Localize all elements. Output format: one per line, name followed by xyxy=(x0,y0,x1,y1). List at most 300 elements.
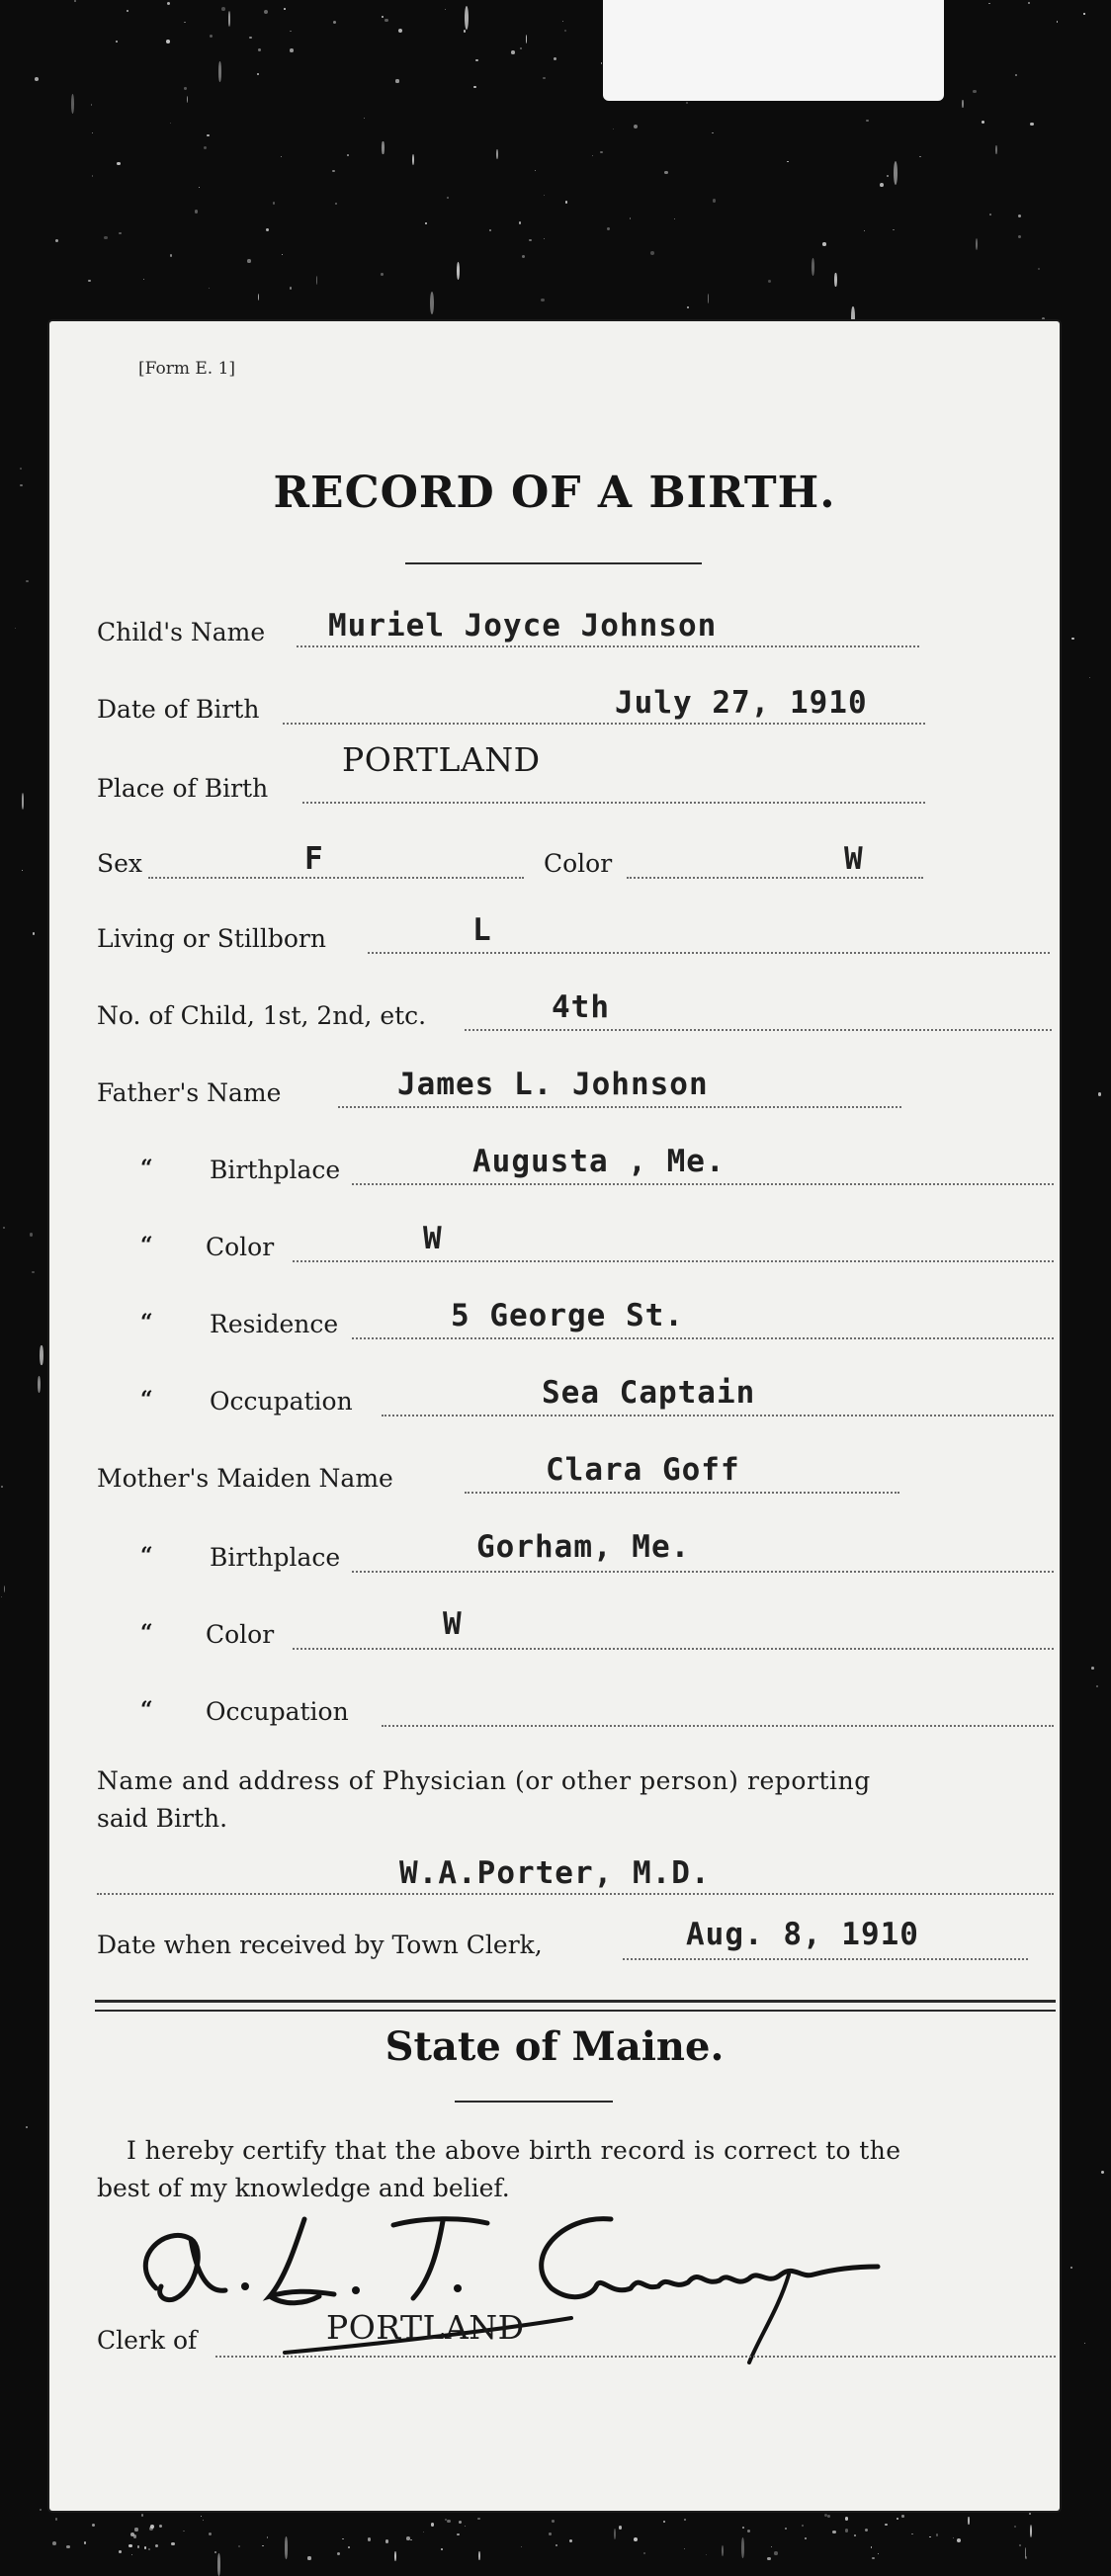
background-speck xyxy=(430,292,434,314)
background-speck xyxy=(22,793,25,810)
sex-value: F xyxy=(304,841,324,877)
background-speck xyxy=(459,2521,462,2524)
mother-color-line xyxy=(293,1648,1054,1650)
background-speck xyxy=(333,21,336,24)
date-of-birth-line xyxy=(283,723,925,725)
background-speck xyxy=(634,125,638,129)
background-speck xyxy=(982,121,984,124)
ditto-mark: “ xyxy=(140,1620,153,1646)
background-speck xyxy=(335,203,337,205)
father-color-value: W xyxy=(423,1221,443,1256)
background-speck xyxy=(1030,123,1034,127)
background-speck xyxy=(936,2533,939,2536)
background-speck xyxy=(149,2527,153,2531)
background-speck xyxy=(257,73,260,76)
background-speck xyxy=(385,2539,389,2543)
background-speck xyxy=(771,2546,773,2548)
background-speck xyxy=(1038,268,1041,271)
background-speck xyxy=(425,222,426,223)
background-speck xyxy=(674,218,675,219)
background-speck xyxy=(663,2521,665,2523)
background-speck xyxy=(968,2517,969,2525)
background-speck xyxy=(521,2546,522,2547)
mothers-maiden-name-label: Mother's Maiden Name xyxy=(97,1464,393,1493)
background-speck xyxy=(787,161,788,162)
background-speck xyxy=(893,229,894,230)
background-speck xyxy=(878,2553,879,2554)
background-speck xyxy=(522,255,525,258)
background-speck xyxy=(290,48,294,52)
background-speck xyxy=(901,2515,903,2517)
background-speck xyxy=(885,2524,887,2526)
background-speck xyxy=(35,77,39,81)
background-speck xyxy=(785,2528,787,2530)
background-speck xyxy=(347,154,349,156)
ditto-mark: “ xyxy=(140,1310,153,1335)
father-color-line xyxy=(293,1260,1054,1262)
background-speck xyxy=(894,161,897,185)
background-speck xyxy=(1042,317,1046,321)
background-speck xyxy=(285,2536,289,2559)
background-speck xyxy=(973,90,976,93)
place-of-birth-label: Place of Birth xyxy=(97,774,269,803)
date-received-line xyxy=(623,1958,1028,1960)
background-speck xyxy=(187,96,188,103)
background-speck xyxy=(143,279,145,281)
background-speck xyxy=(834,273,836,287)
background-speck xyxy=(195,210,198,213)
background-speck xyxy=(1070,2267,1072,2269)
background-speck xyxy=(166,40,170,43)
background-speck xyxy=(184,87,186,89)
background-speck xyxy=(708,294,710,303)
background-speck xyxy=(478,2551,480,2560)
background-speck xyxy=(119,232,121,234)
background-speck xyxy=(592,155,593,156)
father-birthplace-line xyxy=(352,1183,1054,1185)
background-speck xyxy=(897,2518,898,2520)
background-speck xyxy=(395,79,398,82)
background-speck xyxy=(600,151,603,154)
background-speck xyxy=(465,6,469,30)
mother-birthplace-line xyxy=(352,1571,1054,1573)
father-residence-value: 5 George St. xyxy=(451,1298,684,1333)
scan-tab-mark xyxy=(603,0,944,101)
background-speck xyxy=(267,2536,269,2538)
background-speck xyxy=(871,2546,872,2547)
background-speck xyxy=(92,132,93,133)
background-speck xyxy=(562,21,563,22)
background-speck xyxy=(127,10,128,12)
background-speck xyxy=(1029,2513,1031,2515)
background-speck xyxy=(52,2541,56,2545)
background-speck xyxy=(184,22,186,24)
background-speck xyxy=(976,238,978,250)
background-speck xyxy=(866,120,869,123)
background-speck xyxy=(1015,74,1017,76)
background-speck xyxy=(475,59,478,62)
background-speck xyxy=(447,197,449,199)
background-speck xyxy=(824,2514,827,2517)
background-speck xyxy=(687,306,689,308)
background-speck xyxy=(1018,215,1021,217)
background-speck xyxy=(526,35,528,43)
background-speck xyxy=(290,287,292,289)
background-speck xyxy=(258,294,259,301)
background-speck xyxy=(473,86,475,88)
background-speck xyxy=(141,2514,144,2517)
background-speck xyxy=(55,2518,57,2520)
background-speck xyxy=(33,932,36,935)
date-of-birth-label: Date of Birth xyxy=(97,695,260,724)
mothers-maiden-name-line xyxy=(465,1492,899,1494)
background-speck xyxy=(84,2541,86,2543)
background-speck xyxy=(774,2551,778,2555)
certify-line2: best of my knowledge and belief. xyxy=(97,2174,510,2202)
place-of-birth-line xyxy=(302,802,925,804)
title-underline xyxy=(405,562,702,564)
living-or-stillborn-label: Living or Stillborn xyxy=(97,924,326,953)
background-speck xyxy=(66,2545,70,2549)
page-title: RECORD OF A BIRTH. xyxy=(273,468,836,518)
background-speck xyxy=(1096,1685,1097,1686)
background-speck xyxy=(607,227,610,230)
background-speck xyxy=(406,2536,410,2540)
background-speck xyxy=(381,273,384,276)
background-speck xyxy=(1,1596,2,1597)
background-speck xyxy=(565,201,568,204)
background-speck xyxy=(664,171,668,175)
background-speck xyxy=(131,2554,133,2556)
mother-birthplace-value: Gorham, Me. xyxy=(476,1529,691,1565)
background-speck xyxy=(457,2533,460,2536)
child-number-value: 4th xyxy=(552,989,610,1025)
physician-label-line1: Name and address of Physician (or other person) reporting xyxy=(97,1766,871,1795)
background-speck xyxy=(919,156,920,157)
background-speck xyxy=(634,2537,638,2541)
background-speck xyxy=(116,41,118,43)
background-speck xyxy=(496,149,498,159)
child-number-label: No. of Child, 1st, 2nd, etc. xyxy=(97,1001,427,1030)
background-speck xyxy=(1019,2544,1021,2546)
background-speck xyxy=(880,183,884,187)
living-or-stillborn-line xyxy=(368,952,1050,954)
certify-line1: I hereby certify that the above birth record is correct to the xyxy=(127,2136,901,2165)
background-speck xyxy=(170,123,171,124)
physician-label-line2: said Birth. xyxy=(97,1804,228,1833)
background-speck xyxy=(477,2518,479,2520)
background-speck xyxy=(214,2551,216,2553)
background-speck xyxy=(1084,2343,1085,2344)
background-speck xyxy=(832,2531,836,2534)
background-speck xyxy=(1030,2525,1032,2536)
background-speck xyxy=(159,2525,163,2529)
background-speck xyxy=(228,11,231,27)
background-speck xyxy=(441,2548,443,2550)
background-speck xyxy=(91,104,92,105)
background-speck xyxy=(342,2538,344,2540)
background-speck xyxy=(88,280,90,282)
background-speck xyxy=(394,2551,396,2561)
background-speck xyxy=(22,870,23,871)
fathers-name-line xyxy=(338,1106,901,1108)
background-speck xyxy=(1025,2556,1028,2559)
background-speck xyxy=(55,239,58,242)
background-speck xyxy=(117,162,120,165)
background-speck xyxy=(1101,2171,1104,2174)
background-speck xyxy=(15,628,16,629)
background-speck xyxy=(148,2548,150,2550)
background-speck xyxy=(686,102,688,104)
background-speck xyxy=(134,2528,137,2531)
mother-color-label: Color xyxy=(206,1620,275,1649)
physician-value: W.A.Porter, M.D. xyxy=(399,1855,711,1891)
background-speck xyxy=(541,299,544,301)
background-speck xyxy=(423,2532,424,2533)
mother-color-value: W xyxy=(443,1606,463,1642)
background-speck xyxy=(953,2537,954,2538)
background-speck xyxy=(988,3,990,5)
background-speck xyxy=(316,276,317,285)
background-speck xyxy=(535,170,536,171)
background-speck xyxy=(684,2548,685,2549)
background-speck xyxy=(332,170,335,173)
mother-occupation-label: Occupation xyxy=(206,1697,349,1726)
background-speck xyxy=(92,175,94,177)
background-speck xyxy=(1083,13,1084,14)
background-speck xyxy=(218,61,221,82)
background-speck xyxy=(1098,1092,1102,1096)
background-speck xyxy=(619,2526,622,2529)
mothers-maiden-name-value: Clara Goff xyxy=(546,1452,740,1488)
background-speck xyxy=(1,1486,2,1487)
background-speck xyxy=(20,468,22,470)
background-speck xyxy=(3,1227,5,1229)
background-speck xyxy=(209,288,210,289)
background-speck xyxy=(989,214,991,215)
background-speck xyxy=(569,2539,572,2542)
childs-name-line xyxy=(297,645,919,647)
father-residence-label: Residence xyxy=(210,1310,339,1338)
background-speck xyxy=(529,239,531,241)
background-speck xyxy=(995,145,997,154)
background-speck xyxy=(887,175,889,177)
background-speck xyxy=(348,2546,350,2548)
mother-occupation-line xyxy=(382,1725,1054,1727)
background-speck xyxy=(864,230,865,231)
background-speck xyxy=(445,9,446,10)
date-received-value: Aug. 8, 1910 xyxy=(686,1917,919,1952)
living-or-stillborn-value: L xyxy=(472,912,492,948)
background-speck xyxy=(549,2533,551,2534)
background-speck xyxy=(511,50,515,54)
background-speck xyxy=(464,30,467,33)
background-speck xyxy=(544,195,545,196)
ditto-mark: “ xyxy=(140,1387,153,1413)
background-speck xyxy=(447,2520,451,2524)
background-speck xyxy=(713,199,716,202)
background-speck xyxy=(40,2509,43,2512)
sex-line xyxy=(148,877,524,879)
background-speck xyxy=(210,35,213,38)
date-of-birth-value: July 27, 1910 xyxy=(615,685,868,721)
date-received-label: Date when received by Town Clerk, xyxy=(97,1931,543,1959)
childs-name-label: Child's Name xyxy=(97,618,266,646)
background-speck xyxy=(465,2526,467,2528)
background-speck xyxy=(410,2539,411,2540)
background-speck xyxy=(382,141,384,154)
background-speck xyxy=(767,2557,770,2560)
color-label: Color xyxy=(544,849,613,878)
background-speck xyxy=(929,2536,930,2537)
background-speck xyxy=(747,2530,750,2533)
background-speck xyxy=(1018,235,1021,238)
mother-birthplace-label: Birthplace xyxy=(210,1543,341,1572)
background-speck xyxy=(614,2529,616,2539)
physician-line xyxy=(97,1893,1054,1895)
background-speck xyxy=(74,0,76,2)
father-occupation-value: Sea Captain xyxy=(542,1375,756,1411)
clerk-of-value: PORTLAND xyxy=(326,2308,525,2347)
background-speck xyxy=(209,2533,212,2535)
background-speck xyxy=(398,29,402,33)
background-speck xyxy=(266,228,269,231)
background-speck xyxy=(865,2529,868,2532)
background-speck xyxy=(543,77,545,79)
background-speck xyxy=(26,580,29,583)
background-speck xyxy=(247,259,251,263)
background-speck xyxy=(4,1586,5,1593)
background-speck xyxy=(643,2552,645,2554)
background-speck xyxy=(741,2537,744,2558)
background-speck xyxy=(249,37,251,39)
father-occupation-label: Occupation xyxy=(210,1387,353,1416)
child-number-line xyxy=(465,1029,1052,1031)
background-speck xyxy=(872,2557,875,2560)
background-speck xyxy=(722,2545,724,2556)
background-speck xyxy=(1028,2,1031,5)
background-speck xyxy=(812,258,814,276)
background-speck xyxy=(768,280,771,283)
state-title: State of Maine. xyxy=(385,2023,725,2070)
background-speck xyxy=(201,2516,202,2517)
background-speck xyxy=(262,2545,263,2546)
background-speck xyxy=(431,2523,434,2526)
color-line xyxy=(627,877,923,879)
background-speck xyxy=(1071,638,1074,641)
clerk-of-line xyxy=(215,2356,1056,2358)
clerk-of-label: Clerk of xyxy=(97,2326,198,2355)
background-speck xyxy=(854,2534,855,2535)
background-speck xyxy=(30,1233,33,1236)
place-of-birth-value: PORTLAND xyxy=(342,740,541,779)
background-speck xyxy=(712,132,713,133)
background-speck xyxy=(368,2537,372,2541)
childs-name-value: Muriel Joyce Johnson xyxy=(328,608,718,644)
ditto-mark: “ xyxy=(140,1543,153,1569)
background-speck xyxy=(845,2529,848,2532)
background-speck xyxy=(273,202,276,205)
background-speck xyxy=(684,2519,686,2521)
background-speck xyxy=(155,2544,158,2547)
father-residence-line xyxy=(352,1337,1054,1339)
background-speck xyxy=(71,94,74,114)
background-speck xyxy=(183,2531,185,2533)
background-speck xyxy=(802,2525,804,2527)
fathers-name-value: James L. Johnson xyxy=(397,1067,709,1102)
background-speck xyxy=(601,62,602,63)
background-speck xyxy=(1091,1667,1094,1670)
background-speck xyxy=(1057,21,1058,22)
background-speck xyxy=(281,156,282,157)
background-speck xyxy=(207,134,210,137)
background-speck xyxy=(144,2546,147,2549)
background-speck xyxy=(1089,677,1090,678)
background-speck xyxy=(544,238,545,239)
background-speck xyxy=(167,2,170,5)
background-speck xyxy=(519,221,522,224)
background-speck xyxy=(382,16,384,18)
ditto-mark: “ xyxy=(140,1156,153,1181)
background-speck xyxy=(457,262,460,281)
background-speck xyxy=(282,254,283,255)
background-speck xyxy=(238,2545,240,2547)
background-speck xyxy=(203,2520,204,2521)
background-speck xyxy=(554,57,556,60)
background-speck xyxy=(171,2542,175,2546)
background-speck xyxy=(92,2524,95,2527)
background-speck xyxy=(520,47,522,49)
background-speck xyxy=(32,1271,34,1273)
background-speck xyxy=(962,100,963,108)
father-occupation-line xyxy=(382,1415,1054,1417)
background-speck xyxy=(552,2520,555,2523)
birth-record-card xyxy=(49,321,1060,2511)
background-speck xyxy=(128,2544,131,2547)
background-speck xyxy=(706,2554,708,2556)
double-rule-bottom xyxy=(95,2010,1056,2012)
color-value: W xyxy=(844,841,864,877)
background-speck xyxy=(258,48,261,51)
background-speck xyxy=(307,2556,310,2559)
background-speck xyxy=(742,2527,744,2529)
background-speck xyxy=(264,10,268,14)
background-speck xyxy=(20,484,22,486)
background-speck xyxy=(1014,2526,1016,2528)
double-rule-top xyxy=(95,2000,1056,2003)
background-speck xyxy=(217,2553,221,2576)
background-speck xyxy=(38,1376,41,1393)
ditto-mark: “ xyxy=(140,1697,153,1723)
fathers-name-label: Father's Name xyxy=(97,1078,282,1107)
background-speck xyxy=(957,2538,961,2542)
background-speck xyxy=(805,2537,808,2540)
background-speck xyxy=(845,2517,848,2520)
background-speck xyxy=(564,30,566,32)
background-speck xyxy=(119,2550,122,2553)
background-speck xyxy=(204,146,207,149)
background-speck xyxy=(221,7,225,11)
background-speck xyxy=(40,1345,43,1366)
background-speck xyxy=(104,236,108,240)
background-speck xyxy=(613,129,615,130)
background-speck xyxy=(827,2515,830,2518)
background-speck xyxy=(130,2533,134,2536)
background-speck xyxy=(199,187,200,188)
background-speck xyxy=(337,2552,340,2555)
form-number: [Form E. 1] xyxy=(138,359,236,379)
background-speck xyxy=(822,242,826,246)
